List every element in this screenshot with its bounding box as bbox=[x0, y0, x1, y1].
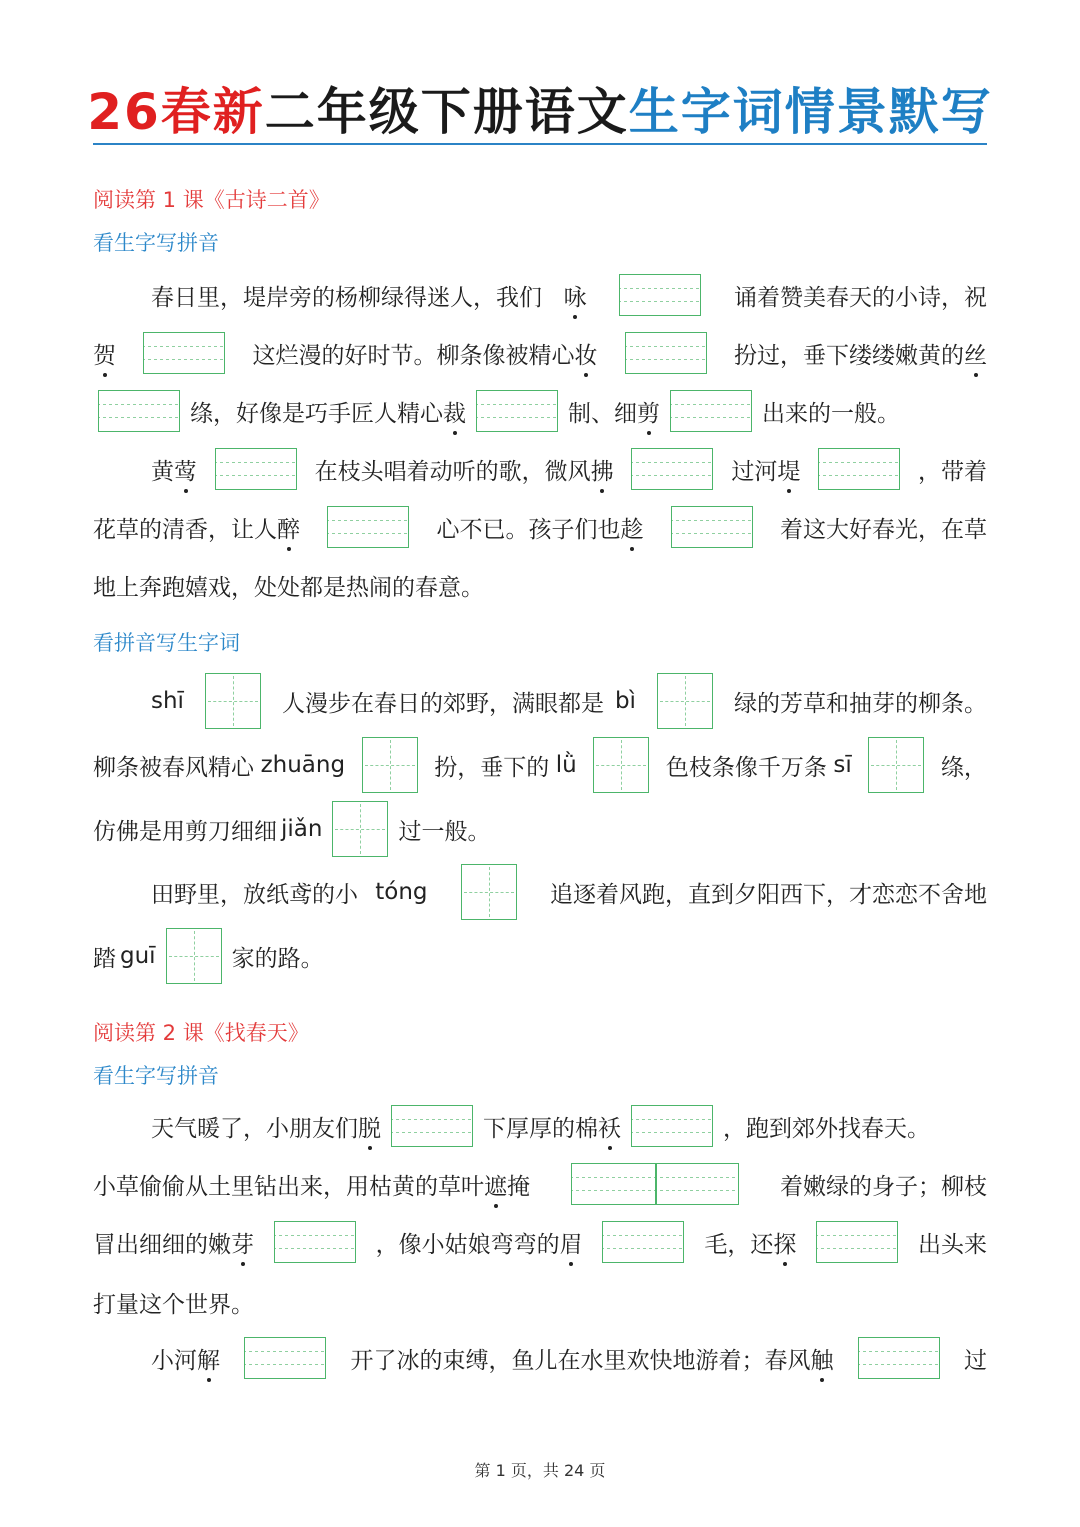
text: 诵着赞美春天的小诗，祝 bbox=[733, 284, 987, 311]
dotted-char: 贺 bbox=[93, 337, 116, 370]
text bbox=[483, 1110, 621, 1143]
pinyin-hint: guī bbox=[120, 943, 156, 969]
dotted-char: 堤 bbox=[777, 453, 800, 486]
hanzi-answer-box[interactable] bbox=[166, 928, 222, 984]
text bbox=[704, 1226, 796, 1259]
lesson1-sub-hanzi: 看拼音写生字词 bbox=[93, 631, 240, 655]
text: 踏 bbox=[93, 945, 116, 972]
l1-p2-row2 bbox=[93, 505, 987, 549]
page-footer: 第 1 页，共 24 页 bbox=[474, 1461, 606, 1480]
text: 仿佛是用剪刀细细 bbox=[93, 818, 277, 845]
dotted-char: 脱 bbox=[358, 1110, 381, 1143]
text: 冒出细细的嫩 bbox=[93, 1231, 231, 1258]
text: ，跑到郊外找春天。 bbox=[723, 1115, 930, 1142]
text bbox=[93, 1226, 254, 1259]
lesson2-heading: 阅读第 2 课《找春天》 bbox=[93, 1021, 309, 1045]
text bbox=[351, 1342, 834, 1375]
text: 绿的芳草和抽芽的柳条。 bbox=[733, 690, 987, 717]
hanzi-answer-box[interactable] bbox=[362, 737, 418, 793]
text bbox=[93, 511, 300, 544]
dotted-char: 眉 bbox=[560, 1226, 583, 1259]
text bbox=[151, 453, 197, 486]
text: 柳条被春风精心 bbox=[93, 754, 254, 781]
pinyin-hint: sī bbox=[833, 752, 852, 778]
text: 打量这个世界。 bbox=[93, 1291, 254, 1318]
text: 春日里，堤岸旁的杨柳绿得迷人，我们 bbox=[151, 284, 542, 311]
l1-p1-row2 bbox=[93, 331, 987, 375]
l1-p3-row2 bbox=[93, 736, 987, 794]
pinyin-answer-box[interactable] bbox=[631, 448, 713, 490]
text: 扮过，垂下缕缕嫩黄的 bbox=[734, 342, 964, 369]
l1-p4-row1 bbox=[93, 863, 987, 921]
text bbox=[315, 453, 614, 486]
hanzi-answer-box[interactable] bbox=[205, 673, 261, 729]
l2-p1-row4 bbox=[93, 1280, 987, 1324]
text: 黄 bbox=[151, 458, 174, 485]
title-black-part: 二年级下册语文 bbox=[264, 83, 629, 141]
l1-p3-row1 bbox=[93, 672, 987, 730]
dotted-char: 解 bbox=[197, 1342, 220, 1375]
text: 过一般。 bbox=[398, 818, 491, 845]
pinyin-hint: zhuāng bbox=[260, 752, 346, 778]
pinyin-answer-box[interactable] bbox=[816, 1221, 898, 1263]
text: 花草的清香，让人 bbox=[93, 516, 277, 543]
hanzi-answer-box[interactable] bbox=[332, 801, 388, 857]
dotted-char: 趁 bbox=[621, 511, 644, 544]
text: 扮，垂下的 bbox=[434, 754, 550, 781]
dotted-char: 触 bbox=[811, 1342, 834, 1375]
l1-p1-row3 bbox=[93, 389, 987, 433]
title-underline bbox=[93, 143, 987, 145]
pinyin-answer-box[interactable] bbox=[602, 1221, 684, 1263]
text bbox=[151, 1110, 381, 1143]
text: 过河 bbox=[731, 458, 778, 485]
l2-p1-row2 bbox=[93, 1162, 987, 1206]
hanzi-answer-box[interactable] bbox=[868, 737, 924, 793]
pinyin-answer-box[interactable] bbox=[143, 332, 225, 374]
dotted-char: 剪 bbox=[637, 395, 660, 428]
title-blue-part: 生字词情景默写 bbox=[628, 83, 993, 141]
l2-p1-row1 bbox=[93, 1104, 987, 1148]
pinyin-hint: jiǎn bbox=[281, 816, 323, 842]
text: 色枝条像千万条 bbox=[665, 754, 827, 781]
dotted-char: 莺 bbox=[174, 453, 197, 486]
pinyin-answer-box[interactable] bbox=[215, 448, 297, 490]
text: 绦， bbox=[940, 754, 987, 781]
l1-p2-row3 bbox=[93, 563, 987, 607]
l2-p2-row1 bbox=[93, 1336, 987, 1380]
text: 这烂漫的好时节。柳条像被精心 bbox=[252, 342, 575, 369]
pinyin-answer-box[interactable] bbox=[631, 1105, 713, 1147]
text: 出头来 bbox=[917, 1231, 987, 1258]
text bbox=[93, 1168, 530, 1201]
text: 心不已。孩子们也 bbox=[436, 516, 621, 543]
text bbox=[568, 395, 660, 428]
pinyin-answer-box[interactable] bbox=[858, 1337, 940, 1379]
lesson1-heading: 阅读第 1 课《古诗二首》 bbox=[93, 188, 330, 212]
pinyin-answer-box[interactable] bbox=[391, 1105, 473, 1147]
pinyin-answer-box[interactable] bbox=[274, 1221, 356, 1263]
pinyin-hint: bì bbox=[614, 688, 636, 714]
dotted-char: 裁 bbox=[443, 395, 466, 428]
pinyin-answer-box-double[interactable] bbox=[571, 1163, 739, 1205]
dotted-char: 醉 bbox=[277, 511, 300, 544]
text: 出来的一般。 bbox=[762, 400, 900, 427]
hanzi-answer-box[interactable] bbox=[657, 673, 713, 729]
lesson1-sub-pinyin: 看生字写拼音 bbox=[93, 231, 219, 255]
page-title bbox=[0, 72, 1080, 142]
pinyin-answer-box[interactable] bbox=[476, 390, 558, 432]
pinyin-answer-box[interactable] bbox=[327, 506, 409, 548]
pinyin-answer-box[interactable] bbox=[670, 390, 752, 432]
l2-p1-row3 bbox=[93, 1220, 987, 1264]
text: 毛，还 bbox=[704, 1231, 774, 1258]
text: 绦，好像是巧手匠人精心 bbox=[190, 400, 443, 427]
text: 下厚厚的棉 bbox=[483, 1115, 598, 1142]
dotted-char: 遮 bbox=[484, 1168, 507, 1201]
text: 追逐着风跑，直到夕阳西下，才恋恋不舍地 bbox=[549, 881, 987, 908]
lesson2-sub-pinyin: 看生字写拼音 bbox=[93, 1064, 219, 1088]
dotted-char: 妆 bbox=[575, 337, 598, 370]
dotted-char: 袄 bbox=[598, 1110, 621, 1143]
text bbox=[253, 337, 598, 370]
text: 着这大好春光，在草 bbox=[780, 516, 987, 543]
text bbox=[437, 511, 644, 544]
hanzi-answer-box[interactable] bbox=[593, 737, 649, 793]
dotted-char: 探 bbox=[773, 1226, 796, 1259]
text bbox=[376, 1226, 583, 1259]
text: 小河 bbox=[151, 1347, 197, 1374]
dotted-char: 拂 bbox=[591, 453, 614, 486]
text: 着嫩绿的身子；柳枝 bbox=[780, 1173, 987, 1200]
title-red-part: 26春新 bbox=[87, 83, 265, 141]
text: 田野里，放纸鸢的小 bbox=[151, 881, 358, 908]
text bbox=[734, 337, 987, 370]
text bbox=[731, 453, 800, 486]
text: 天气暖了，小朋友们 bbox=[151, 1115, 358, 1142]
pinyin-hint: shī bbox=[151, 688, 184, 714]
text: 制、细 bbox=[568, 400, 637, 427]
pinyin-answer-box[interactable] bbox=[671, 506, 753, 548]
text bbox=[190, 395, 466, 428]
hanzi-answer-box[interactable] bbox=[461, 864, 517, 920]
text: 小草偷偷从土里钻出来，用枯黄的草叶 bbox=[93, 1173, 484, 1200]
pinyin-answer-box[interactable] bbox=[244, 1337, 326, 1379]
text: 人漫步在春日的郊野，满眼都是 bbox=[281, 690, 604, 717]
text: ，带着 bbox=[917, 458, 987, 485]
text: 家的路。 bbox=[231, 945, 324, 972]
l1-p3-row3 bbox=[93, 800, 987, 858]
pinyin-answer-box[interactable] bbox=[625, 332, 707, 374]
pinyin-hint: tóng bbox=[375, 879, 428, 905]
text: 过 bbox=[964, 1347, 987, 1374]
text: 掩 bbox=[507, 1173, 530, 1200]
pinyin-answer-box[interactable] bbox=[619, 274, 701, 316]
text bbox=[151, 1342, 220, 1375]
pinyin-answer-box[interactable] bbox=[818, 448, 900, 490]
dotted-char: 芽 bbox=[231, 1226, 254, 1259]
pinyin-answer-box[interactable] bbox=[98, 390, 180, 432]
text: 在枝头唱着动听的歌，微风 bbox=[314, 458, 591, 485]
text: ，像小姑娘弯弯的 bbox=[375, 1231, 560, 1258]
l1-p1-row1 bbox=[93, 273, 987, 317]
pinyin-hint: lǜ bbox=[555, 752, 577, 778]
l1-p2-row1 bbox=[93, 447, 987, 491]
text: 地上奔跑嬉戏，处处都是热闹的春意。 bbox=[93, 574, 484, 601]
dotted-char: 丝 bbox=[964, 337, 987, 370]
dotted-char: 咏 bbox=[564, 279, 587, 312]
l1-p4-row2 bbox=[93, 927, 987, 985]
text: 开了冰的束缚，鱼儿在水里欢快地游着；春风 bbox=[350, 1347, 811, 1374]
